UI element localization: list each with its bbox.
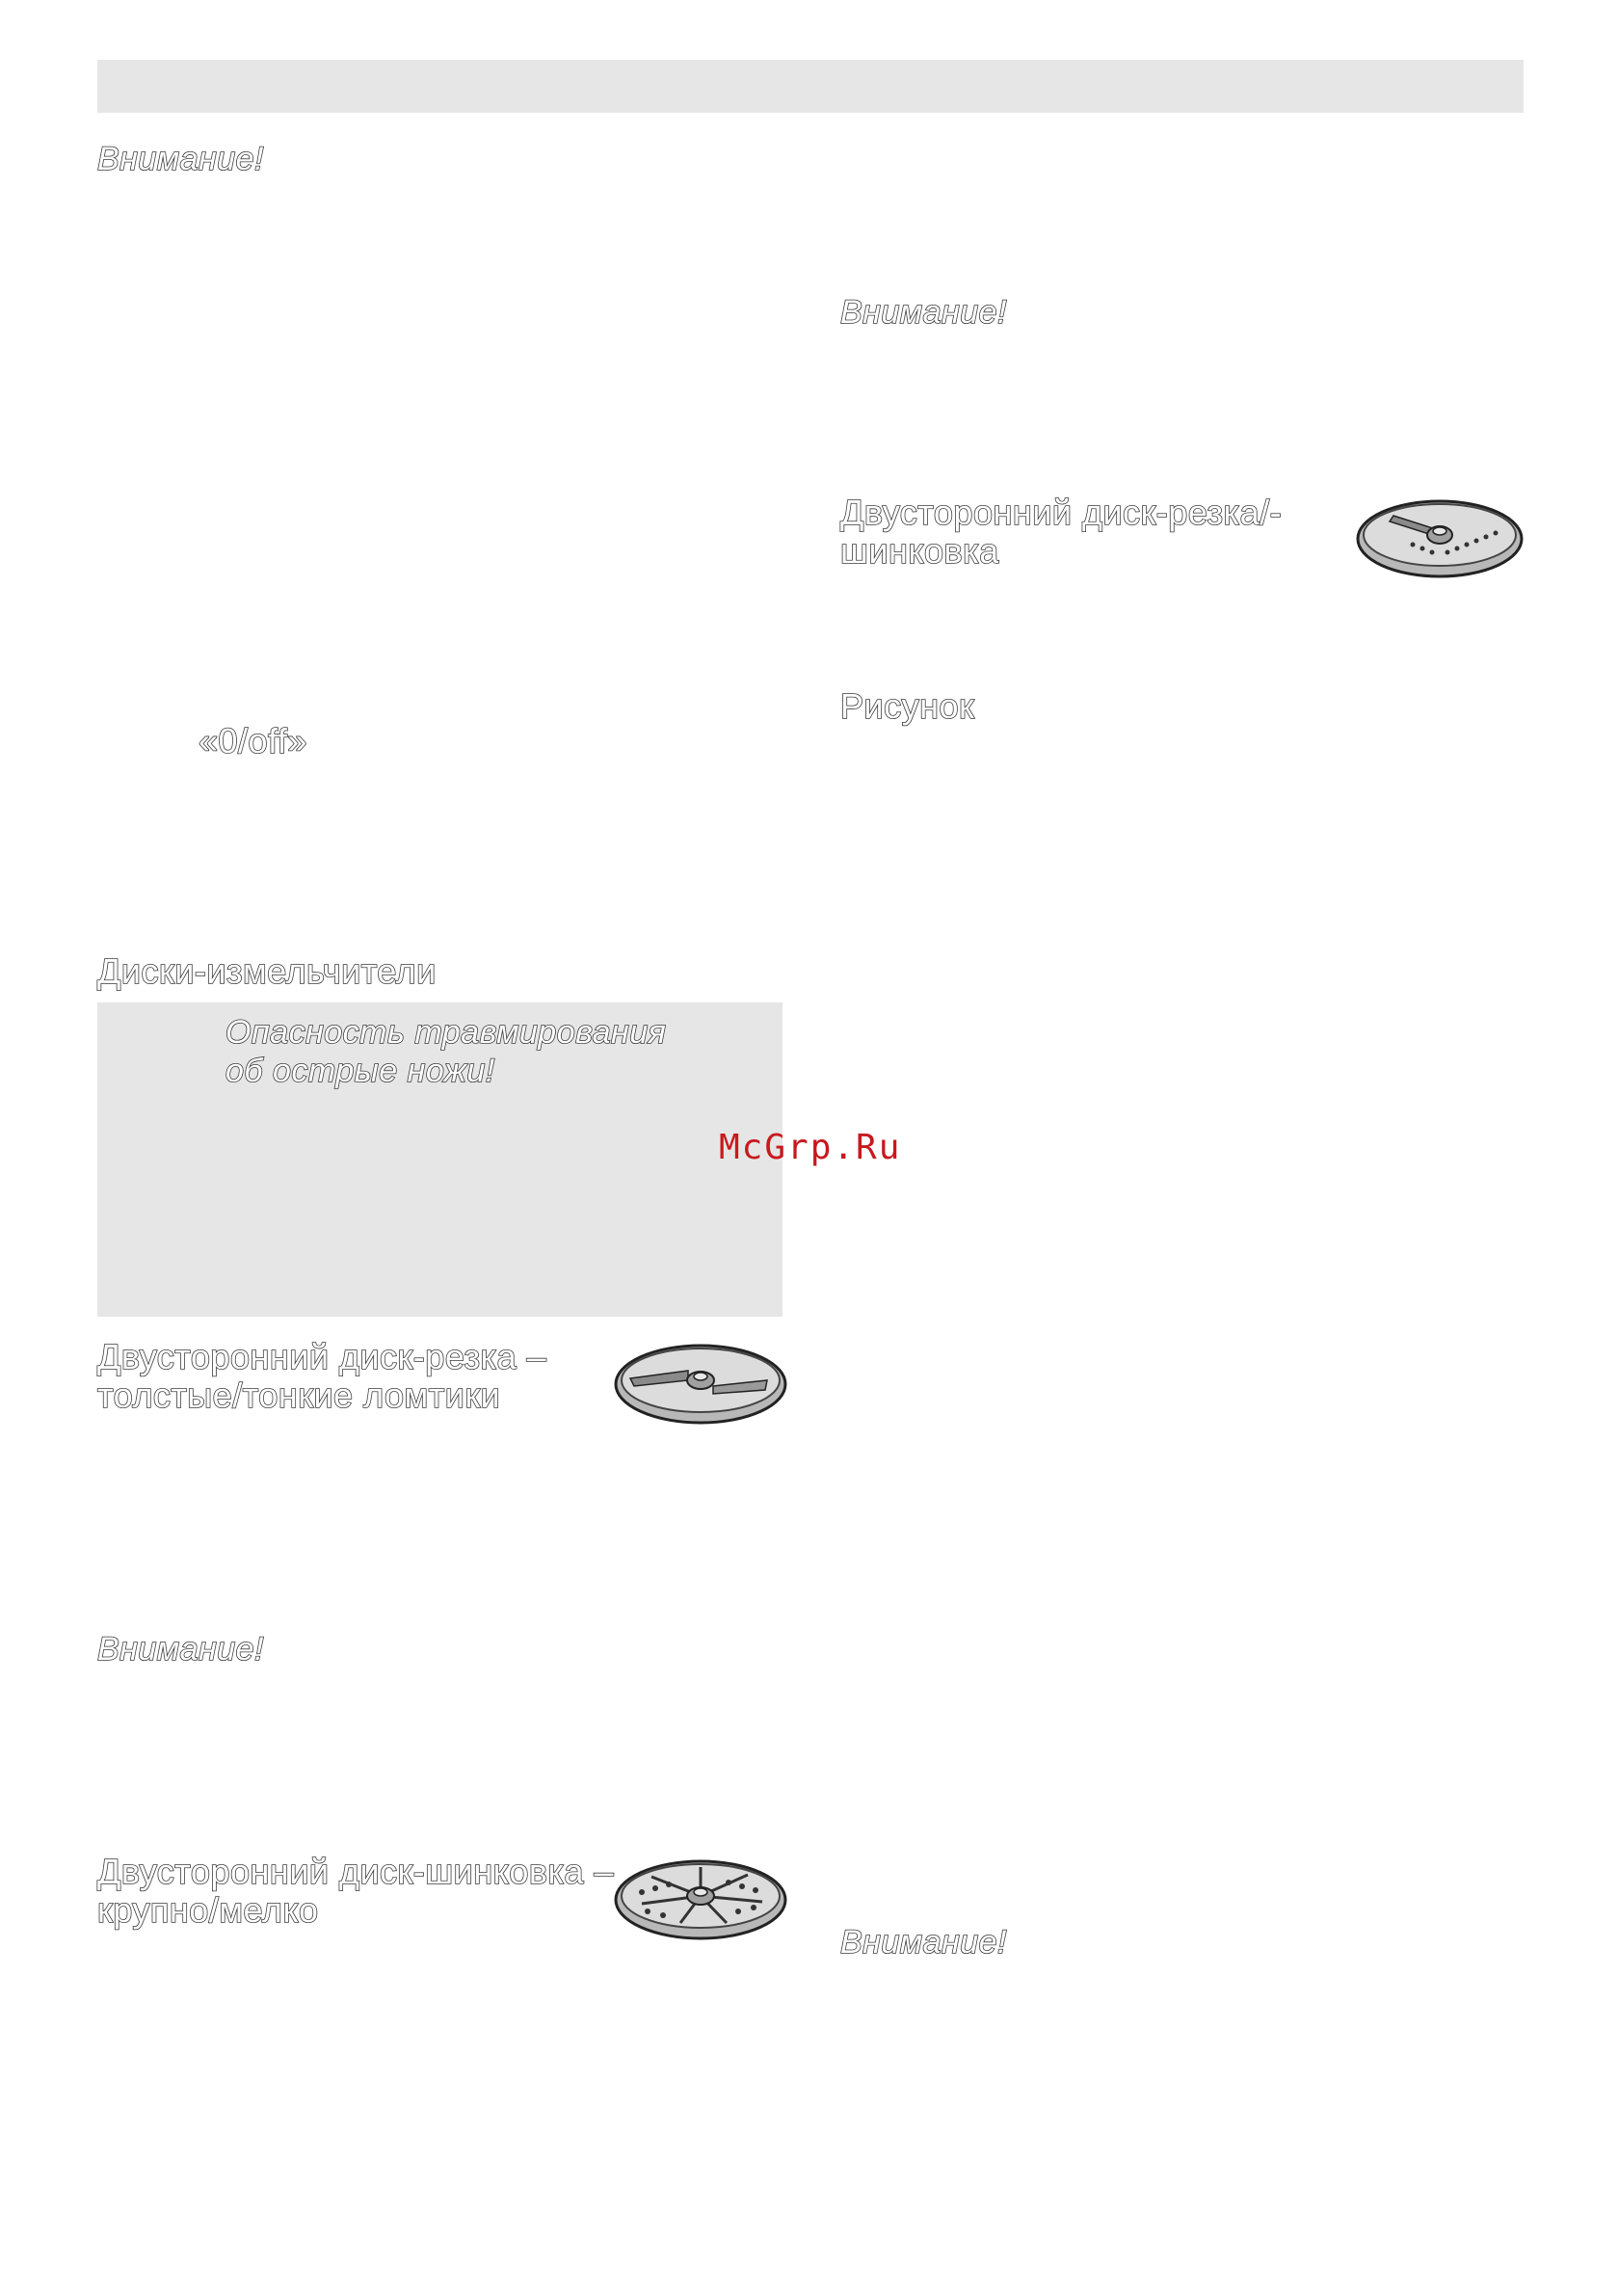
attention-label: Внимание! — [97, 1631, 264, 1668]
attention-label: Внимание! — [840, 1924, 1007, 1961]
danger-warning-line2: об острые ножи! — [225, 1053, 495, 1089]
combo-disc-heading-line1: Двусторонний диск-резка/- — [840, 493, 1283, 532]
shredder-disc-heading-line1: Двусторонний диск-шинковка – — [97, 1852, 615, 1891]
shredding-disc-icon — [613, 1855, 788, 1940]
figure-label: Рисунок — [840, 686, 975, 726]
danger-warning-line1: Опасность травмирования — [225, 1014, 667, 1051]
watermark: McGrp.Ru — [719, 1128, 902, 1167]
header-bar — [97, 60, 1524, 113]
combo-disc-heading-line2: шинковка — [840, 531, 999, 571]
slicer-disc-heading-line2: толстые/тонкие ломтики — [97, 1375, 501, 1415]
slicing-disc-icon — [613, 1340, 788, 1425]
attention-label: Внимание! — [97, 141, 264, 177]
slicer-disc-heading-line1: Двусторонний диск-резка – — [97, 1337, 547, 1376]
section-heading: Диски-измельчители — [97, 951, 437, 991]
combo-disc-icon — [1355, 496, 1525, 579]
attention-label: Внимание! — [840, 294, 1007, 331]
switch-position-label: «0/off» — [199, 721, 307, 761]
shredder-disc-heading-line2: крупно/мелко — [97, 1890, 319, 1930]
